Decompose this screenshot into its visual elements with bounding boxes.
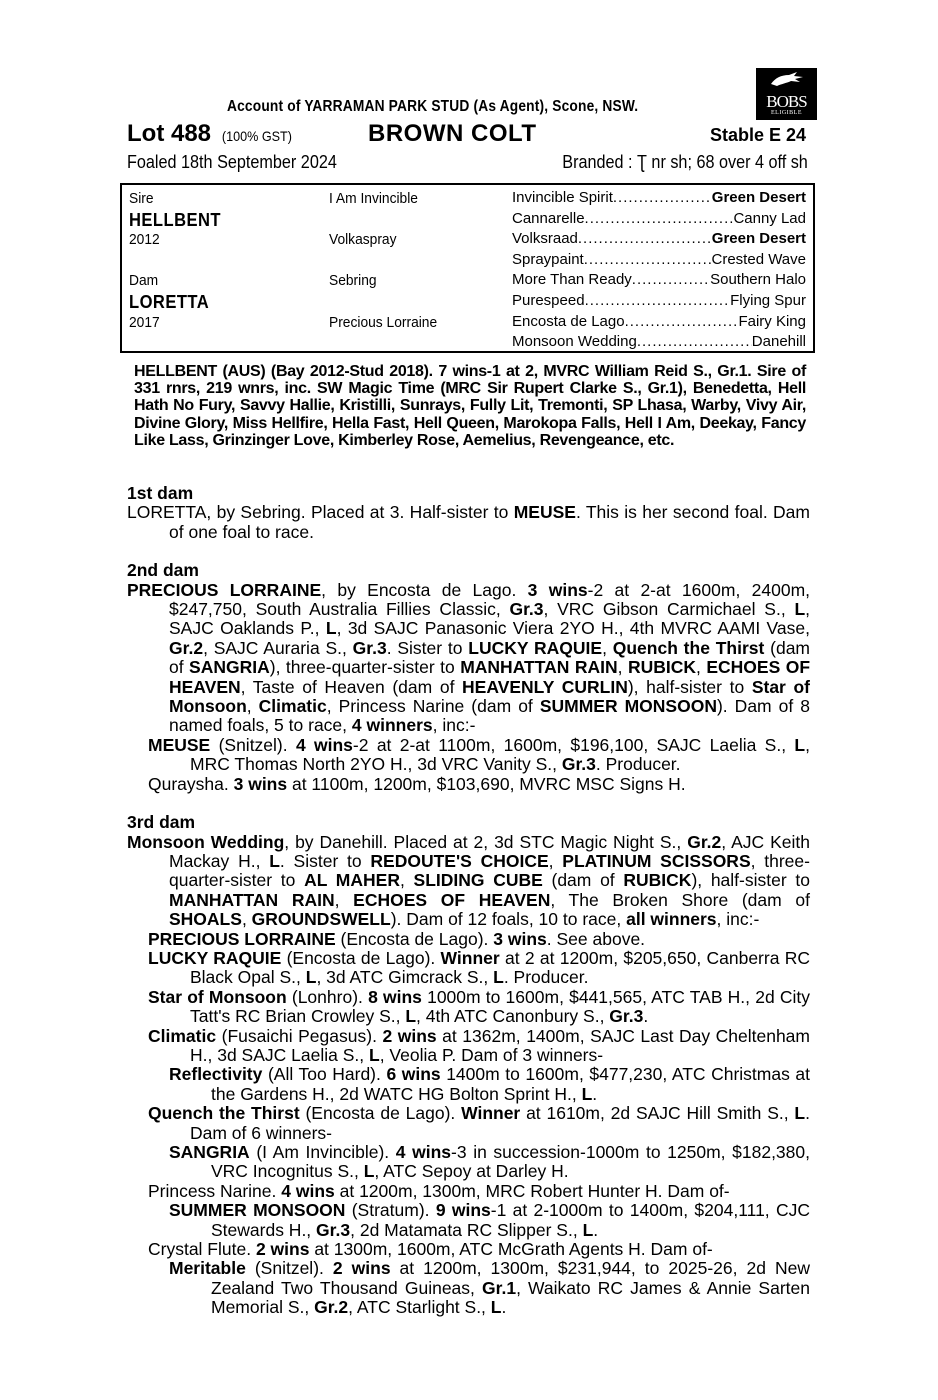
leader-dots xyxy=(584,250,712,271)
great-grandparent: Purespeed xyxy=(512,291,585,309)
text: , Taste of Heaven (dam of xyxy=(240,676,463,697)
great-grandparent: Invincible Spirit xyxy=(512,189,613,206)
bold-text: ECHOES OF HEAVEN xyxy=(169,657,811,697)
great-great-grandparent: Crested Wave xyxy=(711,250,806,268)
bold-text: 8 wins xyxy=(368,986,422,1007)
bold-text: MEUSE xyxy=(513,502,576,523)
brand-description: Branded : Ʈ nr sh; 68 over 4 off sh xyxy=(562,152,808,172)
bold-text: L xyxy=(493,967,504,988)
bold-text: L xyxy=(305,967,317,988)
bold-text: SANGRIA xyxy=(169,1142,250,1162)
text: , xyxy=(696,657,707,678)
pedigree-column-grandparents xyxy=(329,189,437,333)
lot-number xyxy=(127,120,296,148)
bold-text: 3 wins xyxy=(233,773,288,794)
bold-text: Quench the Thirst xyxy=(612,637,765,658)
bold-text: SUMMER MONSOON xyxy=(539,696,717,717)
bold-text: Meritable xyxy=(169,1258,246,1279)
bold-text: 6 wins xyxy=(386,1064,441,1085)
text: (Lonhro). xyxy=(286,986,369,1007)
bold-text: Gr.2 xyxy=(314,1297,349,1318)
bold-text: 9 wins xyxy=(435,1200,491,1221)
leader-dots xyxy=(578,229,712,250)
text: . xyxy=(643,1006,649,1027)
text: . Producer. xyxy=(595,754,681,775)
bold-text: REDOUTE'S CHOICE xyxy=(370,850,549,871)
text: . This is her second foal. Dam of one foal to race. xyxy=(169,502,810,542)
horse-head-icon xyxy=(756,70,817,94)
text: at 1100m, 1200m, $103,690, MVRC MSC Signs H. xyxy=(287,773,686,794)
sire-name: HELLBENT xyxy=(129,209,221,230)
bold-text: Climatic xyxy=(148,1025,217,1046)
bold-text: L xyxy=(582,1219,594,1240)
text: (Encosta de Lago). xyxy=(299,1103,462,1124)
bold-text: L xyxy=(269,850,280,871)
lot-header xyxy=(127,120,810,150)
bold-text: L xyxy=(405,1006,417,1027)
text: , MRC Thomas North 2YO H., 3d VRC Vanity S., xyxy=(190,734,810,775)
text: at 2 at 1200m, $205,650, Canberra RC Black Opal S., xyxy=(190,947,810,988)
pedigree-entry xyxy=(127,1182,810,1201)
text: , Princess Narine (dam of xyxy=(326,696,540,717)
great-grandparent: Monsoon Wedding xyxy=(512,333,637,351)
great-grandparent: Volksraad xyxy=(512,230,578,248)
text: (dam of xyxy=(542,870,624,891)
leader-dots xyxy=(637,332,752,353)
bold-text: L xyxy=(794,734,806,755)
text: -2 at 2-at 1600m, 2400m, $247,750, South Australia Fillies Classic, xyxy=(169,579,811,620)
text: at 1362m, 1400m, SAJC Last Day Cheltenham H., 3d SAJC Laelia S., xyxy=(190,1025,810,1065)
text: ), half-sister to xyxy=(691,870,810,891)
pedigree-entry xyxy=(127,581,810,736)
bold-text: Climatic xyxy=(258,696,327,717)
text: , Veolia P. Dam of 3 winners- xyxy=(379,1044,604,1065)
text: (Fusaichi Pegasus). xyxy=(216,1025,383,1046)
text: , 4th ATC Canonbury S., xyxy=(416,1006,610,1027)
text: , xyxy=(334,889,354,910)
pedigree-cell xyxy=(329,292,437,313)
pedigree-row xyxy=(512,332,806,353)
great-great-grandparent: Canny Lad xyxy=(733,209,806,227)
great-grandparent: Encosta de Lago xyxy=(512,312,625,330)
foaled-date: Foaled 18th September 2024 xyxy=(127,152,337,172)
text: , Waikato RC James & Annie Sarten Memorial S., xyxy=(211,1277,810,1318)
bold-text: Gr.3 xyxy=(609,1006,644,1027)
leader-dots xyxy=(632,270,710,291)
bold-text: L xyxy=(794,1103,806,1124)
text: -1 at 2-1000m to 1400m, $204,111, CJC Stewards H., xyxy=(211,1200,810,1240)
pedigree-row xyxy=(512,209,806,230)
text: , xyxy=(399,870,414,891)
bold-text: 3 wins xyxy=(527,579,588,600)
great-grandparent: Cannarelle xyxy=(512,209,585,227)
text: (Snitzel). xyxy=(210,734,296,755)
bold-text: PLATINUM SCISSORS xyxy=(562,850,751,871)
dam-name: LORETTA xyxy=(129,291,210,312)
great-great-grandparent: Green Desert xyxy=(711,230,806,248)
bold-text: 4 winners xyxy=(351,715,433,736)
bold-text: Reflectivity xyxy=(169,1064,263,1085)
text: (I Am Invincible). xyxy=(249,1142,396,1162)
lot-label: Lot 488 xyxy=(127,120,212,147)
text: , xyxy=(246,696,259,717)
pedigree-entry xyxy=(127,1065,810,1104)
text: LORETTA, by Sebring. Placed at 3. Half-sister to xyxy=(127,502,514,523)
bold-text: Gr.2 xyxy=(169,637,204,658)
great-grandparent: More Than Ready xyxy=(512,271,632,289)
bold-text: L xyxy=(581,1083,593,1104)
pedigree-cell: Precious Lorraine xyxy=(329,313,438,331)
bold-text: L xyxy=(490,1297,502,1318)
bold-text: ECHOES OF HEAVEN xyxy=(353,889,551,910)
leader-dots xyxy=(585,209,734,230)
leader-dots xyxy=(585,291,731,312)
bold-text: PRECIOUS LORRAINE xyxy=(148,928,336,949)
great-great-grandparent: Flying Spur xyxy=(730,291,806,309)
section-heading: 3rd dam xyxy=(127,812,196,833)
text: , xyxy=(602,637,613,658)
text: . xyxy=(593,1219,599,1240)
pedigree-cell: 2012 xyxy=(129,231,160,249)
text: (All Too Hard). xyxy=(262,1064,387,1085)
text: (Encosta de Lago). xyxy=(335,928,494,949)
logo-text: BOBS xyxy=(766,92,807,111)
text: , SAJC Oaklands P., xyxy=(169,599,811,639)
text: , 3d SAJC Panasonic Viera 2YO H., 4th MVRC AAMI Vase, xyxy=(336,618,811,639)
text: (Snitzel). xyxy=(245,1258,333,1279)
text: . Sister to xyxy=(279,850,371,871)
text: , by Encosta de Lago. xyxy=(321,579,528,600)
pedigree-column-parents xyxy=(129,189,221,333)
pedigree-column-great-grandparents xyxy=(512,188,806,353)
pedigree-cell: Sire xyxy=(129,190,154,207)
text: , 3d ATC Gimcrack S., xyxy=(316,967,494,988)
pedigree-entry xyxy=(127,1027,810,1066)
pedigree-table xyxy=(120,183,815,353)
text: (Encosta de Lago). xyxy=(281,947,441,968)
text: at 1200m, 1300m, $231,944, to 2025-26, 2d New Zealand Two Thousand Guineas, xyxy=(211,1258,810,1298)
pedigree-row xyxy=(512,250,806,271)
stable-location: Stable E 24 xyxy=(709,125,806,145)
pedigree-entry xyxy=(127,988,810,1027)
bold-text: Monsoon Wedding xyxy=(127,831,285,852)
great-great-grandparent: Southern Halo xyxy=(710,271,806,289)
bold-text: all winners xyxy=(626,909,717,930)
text: . Producer. xyxy=(503,967,589,988)
text: Quraysha. xyxy=(148,773,234,794)
text: at 1300m, 1600m, ATC McGrath Agents H. Dam of- xyxy=(309,1239,713,1260)
pedigree-row xyxy=(512,229,806,250)
text: . Dam of 6 winners- xyxy=(190,1103,810,1143)
bold-text: RUBICK xyxy=(623,870,692,891)
leader-dots xyxy=(613,188,712,209)
bold-text: 2 wins xyxy=(332,1258,391,1279)
dam-line-sections xyxy=(127,484,810,1318)
section-heading: 1st dam xyxy=(127,483,194,503)
pedigree-cell xyxy=(329,210,437,231)
pedigree-entry xyxy=(127,930,810,949)
text: , inc:- xyxy=(716,909,760,930)
bold-text: GROUNDSWELL xyxy=(251,909,391,930)
text: . xyxy=(592,1083,598,1104)
bold-text: MANHATTAN RAIN xyxy=(460,657,618,678)
vendor-account: Account of YARRAMAN PARK STUD (As Agent), Scone, NSW. xyxy=(227,98,639,115)
pedigree-row xyxy=(512,291,806,312)
text: , inc:- xyxy=(432,715,476,736)
bold-text: MANHATTAN RAIN xyxy=(169,889,335,910)
bold-text: 4 wins xyxy=(395,1142,452,1162)
bold-text: SLIDING CUBE xyxy=(413,870,543,891)
pedigree-entry xyxy=(127,1201,810,1240)
text: , ATC Starlight S., xyxy=(348,1297,491,1318)
text: 1000m to 1600m, $441,565, ATC TAB H., 2d City Tatt's RC Brian Crowley S., xyxy=(190,986,811,1027)
text: , 2d Matamata RC Slipper S., xyxy=(350,1219,583,1240)
bold-text: Gr.1 xyxy=(482,1277,517,1298)
pedigree-entry xyxy=(127,1259,810,1317)
pedigree-cell: I Am Invincible xyxy=(329,190,418,207)
text: ). Dam of 12 foals, 10 to race, xyxy=(390,909,627,930)
pedigree-entry xyxy=(127,736,810,775)
bold-text: Winner xyxy=(461,1103,521,1124)
text: ). Dam of 8 named foals, 5 to race, xyxy=(169,696,810,736)
bold-text: 2 wins xyxy=(255,1239,310,1260)
bold-text: L xyxy=(794,599,806,620)
text: Princess Narine. xyxy=(148,1180,282,1201)
text: . See above. xyxy=(546,928,646,949)
bold-text: PRECIOUS LORRAINE xyxy=(127,579,322,600)
bold-text: 4 wins xyxy=(281,1180,335,1201)
text: at 1610m, 2d SAJC Hill Smith S., xyxy=(520,1103,795,1124)
text: , three-quarter-sister to xyxy=(169,850,810,891)
text: ), three-quarter-sister to xyxy=(269,657,461,678)
pedigree-entry xyxy=(127,775,810,794)
section-heading: 2nd dam xyxy=(127,560,199,581)
bold-text: MEUSE xyxy=(148,734,211,755)
bold-text: SUMMER MONSOON xyxy=(169,1200,346,1221)
bold-text: Gr.3 xyxy=(352,637,387,658)
bold-text: AL MAHER xyxy=(304,870,400,891)
pedigree-cell xyxy=(329,251,437,272)
text: , ATC Sepoy at Darley H. xyxy=(374,1161,569,1182)
pedigree-entry xyxy=(127,1104,810,1143)
text: (Stratum). xyxy=(345,1200,436,1221)
pedigree-entry xyxy=(127,1240,810,1259)
text: . xyxy=(501,1297,507,1318)
pedigree-entry xyxy=(127,1143,810,1182)
bold-text: SANGRIA xyxy=(189,657,270,678)
bold-text: RUBICK xyxy=(627,657,697,678)
pedigree-row xyxy=(512,312,806,333)
great-great-grandparent: Danehill xyxy=(751,333,806,351)
text: . Sister to xyxy=(386,637,469,658)
bold-text: SHOALS xyxy=(169,909,242,930)
logo-subtext: ELIGIBLE xyxy=(771,110,802,116)
bold-text: HEAVENLY CURLIN xyxy=(462,676,628,697)
pedigree-cell xyxy=(129,251,221,272)
text: , xyxy=(617,657,628,678)
sire-summary: HELLBENT (AUS) (Bay 2012-Stud 2018). 7 wins-1 at 2, MVRC William Reid S., Gr.1. Sire of 331 rnrs, 219 wnrs, inc. SW Magic Time (MRC Sir Rupert Clarke S., Gr.1), Benedetta, Hell Hath No Fury, Savvy Hallie, Kristilli, Sunrays, Fully Lit, Tremonti, SP Lhasa, Warby, Vivy Air, Divine Glory, Miss Hellfire, Hella Fast, Hell Queen, Marokopa Falls, Hell I Am, Deekay, Fancy Like Lass, Grinzinger Love, Kimberley Rose, Aemelius, Revengeance, etc. xyxy=(134,363,806,449)
bold-text: L xyxy=(325,618,337,639)
bold-text: 2 wins xyxy=(382,1025,437,1046)
pedigree-cell: Volkaspray xyxy=(329,231,397,249)
pedigree-entry xyxy=(127,949,810,988)
pedigree-row xyxy=(512,188,806,209)
text: -3 in succession-1000m to 1250m, $182,380, VRC Incognitus S., xyxy=(211,1142,810,1182)
text: -2 at 2-at 1100m, 1600m, $196,100, SAJC Laelia S., xyxy=(352,734,795,755)
great-great-grandparent: Green Desert xyxy=(711,189,806,206)
pedigree-cell: 2017 xyxy=(129,313,160,331)
leader-dots xyxy=(625,312,739,333)
gst-note: (100% GST) xyxy=(221,128,292,144)
bold-text: L xyxy=(368,1044,380,1065)
pedigree-row xyxy=(512,270,806,291)
text: , VRC Gibson Carmichael S., xyxy=(543,599,795,620)
bobs-eligible-logo xyxy=(756,68,817,120)
text: , xyxy=(241,909,252,930)
text: , by Danehill. Placed at 2, 3d STC Magic Night S., xyxy=(284,831,688,852)
text: 1400m to 1600m, $477,230, ATC Christmas at the Gardens H., 2d WATC HG Bolton Sprint H., xyxy=(211,1064,811,1104)
bold-text: Star of Monsoon xyxy=(148,986,287,1007)
bold-text: 4 wins xyxy=(295,734,353,755)
text: (dam of xyxy=(169,637,811,678)
pedigree-entry xyxy=(127,833,810,930)
bold-text: Quench the Thirst xyxy=(148,1103,300,1124)
text: , SAJC Auraria S., xyxy=(203,637,353,658)
bold-text: Gr.3 xyxy=(509,599,544,620)
pedigree-entry xyxy=(127,503,810,542)
bold-text: Gr.3 xyxy=(561,754,596,775)
lot-title: BROWN COLT xyxy=(368,120,537,147)
text: Crystal Flute. xyxy=(148,1239,256,1260)
bold-text: 3 wins xyxy=(493,928,547,949)
bold-text: Star of Monsoon xyxy=(169,676,810,717)
pedigree-cell: Dam xyxy=(129,272,159,290)
pedigree-cell: Sebring xyxy=(329,272,377,290)
bold-text: Winner xyxy=(440,947,500,968)
bold-text: LUCKY RAQUIE xyxy=(148,947,282,968)
bold-text: L xyxy=(363,1161,375,1182)
text: , AJC Keith Mackay H., xyxy=(169,831,810,871)
great-grandparent: Spraypaint xyxy=(512,250,584,268)
text: at 1200m, 1300m, MRC Robert Hunter H. Dam of- xyxy=(334,1180,730,1201)
bold-text: Gr.3 xyxy=(316,1219,351,1240)
bold-text: Gr.2 xyxy=(687,831,722,852)
text: ), half-sister to xyxy=(627,676,752,697)
text: , xyxy=(548,850,563,871)
great-great-grandparent: Fairy King xyxy=(738,312,806,330)
bold-text: LUCKY RAQUIE xyxy=(468,637,603,658)
text: , The Broken Shore (dam of xyxy=(550,889,810,910)
